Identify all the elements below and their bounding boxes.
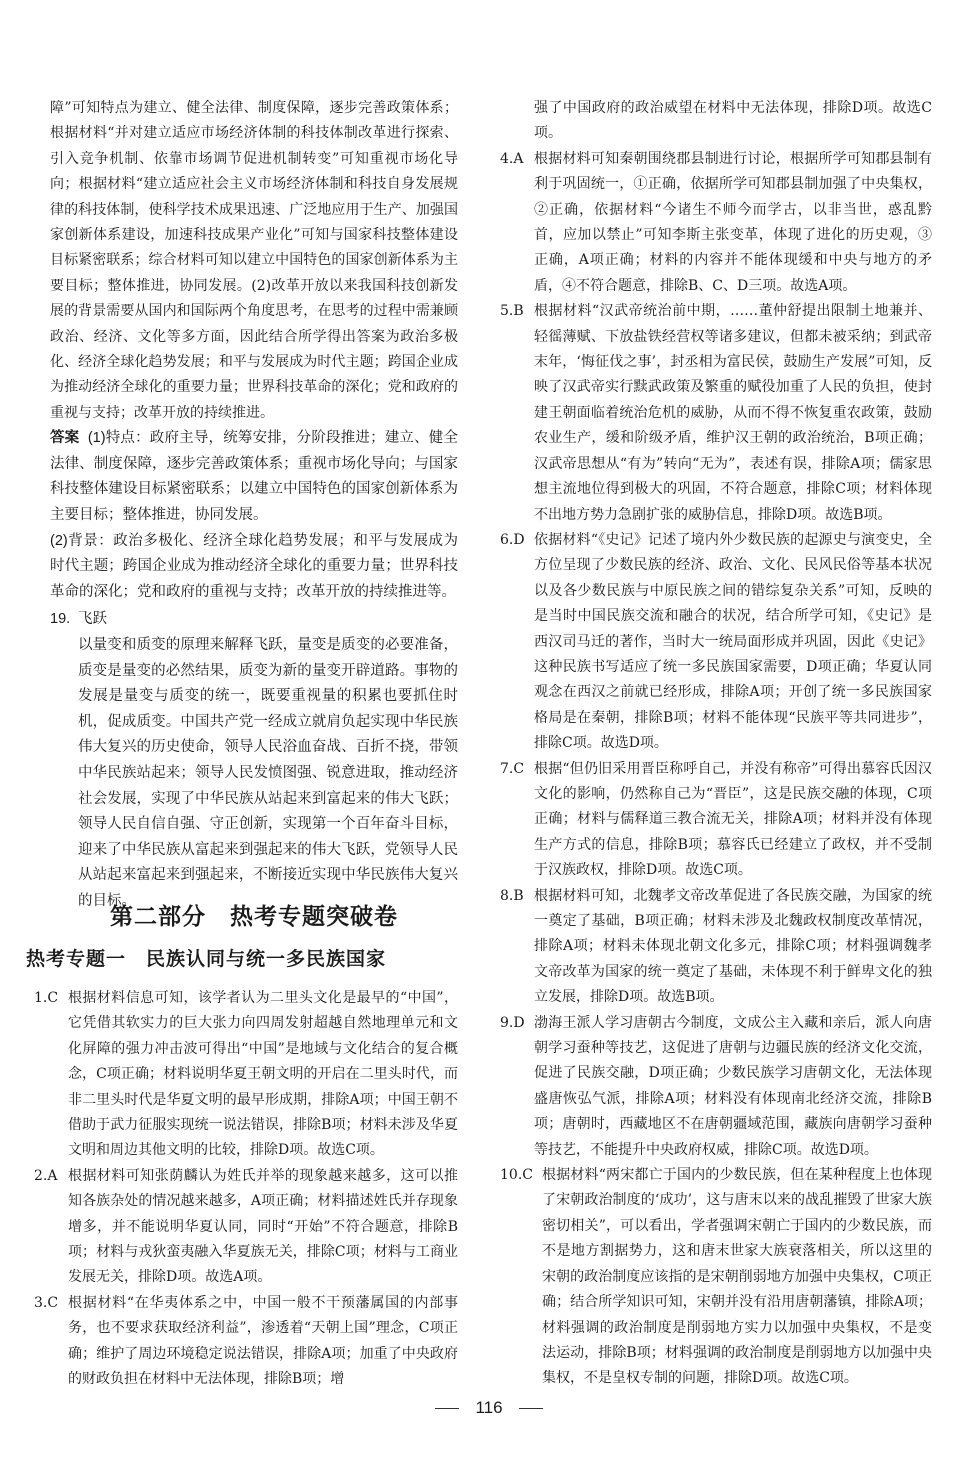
topic-items-left bbox=[34, 986, 458, 1393]
q18-answer bbox=[50, 426, 458, 528]
q18-answer-part1: (1)特点：政府主导，统筹安排，分阶段推进；建立、健全法律、制度保障，逐步完善政策体系；重视市场化导向；与国家科技整体建设目标紧密联系；以建立中国特色的国家创新体系为主要目标；整体推进，协同发展。 bbox=[50, 430, 458, 524]
item-text: 根据材料可知秦朝围绕郡县制进行讨论，根据所学可知郡县制有利于巩固统一，①正确，依据所学可知郡县制加强了中央集权，②正确，依据材料“今诸生不师今而学古，以非当世，惑乱黔首，应加以禁止”可知李斯主张变革，体现了进化的历史观，③正确，A项正确；材料的内容并不能体现缓和中央与地方的矛盾，④不符合题意，排除B、C、D三项。故选A项。 bbox=[534, 150, 932, 294]
list-item bbox=[500, 528, 932, 757]
list-item bbox=[500, 757, 932, 884]
item-text: 根据“但仍旧采用晋臣称呼自己，并没有称帝”可得出慕容氏因汉文化的影响，仍然称自己为“晋臣”，这是民族交融的体现，C项正确；材料与儒释道三教合流无关，排除A项；材料并没有体现生产方式的信息，排除B项；慕容氏已经建立了政权，并不受制于汉族政权，排除D项。故选C项。 bbox=[534, 760, 932, 879]
item-number: 8.B bbox=[500, 887, 524, 904]
item-number: 7.C bbox=[500, 760, 525, 777]
q3-continuation: 强了中国政府的政治威望在材料中无法体现，排除D项。故选C项。 bbox=[534, 100, 932, 142]
footer-dash-left bbox=[435, 1408, 459, 1409]
list-item bbox=[34, 986, 458, 1164]
item-number: 10.C bbox=[500, 1167, 533, 1184]
list-item bbox=[500, 884, 932, 1011]
item-number: 9.D bbox=[500, 1014, 525, 1031]
item-text: 依据材料“《史记》记述了境内外少数民族的起源史与演变史，全方位呈现了少数民族的经济、政治、文化、民风民俗等基本状况以及各少数民族与中原民族之间的错综复杂关系”可知，反映的是当时中国民族交流和融合的状况，结合所学可知，《史记》是西汉司马迁的著作，当时大一统局面形成并巩固，因此《史记》这种民族书写适应了统一多民族国家需要，D项正确；华夏认同观念在西汉之前就已经形成，排除A项；开创了统一多民族国家格局是在秦朝，排除B项；材料不能体现“民族平等共同进步”，排除C项。故选D项。 bbox=[534, 531, 932, 752]
item-number: 2.A bbox=[34, 1167, 58, 1184]
footer-dash-right bbox=[519, 1408, 543, 1409]
left-column bbox=[50, 96, 458, 915]
q18-answer-part2: (2)背景：政治多极化、经济全球化趋势发展；和平与发展成为时代主题；跨国企业成为推动经济全球化的重要力量；世界科技革命的深化；党和政府的重视与支持；改革开放的持续推进等。 bbox=[50, 532, 458, 600]
item-text: 根据材料信息可知，该学者认为二里头文化是最早的“中国”，它凭借其软实力的巨大张力向四周发射超越自然地理单元和文化屏障的强力冲击波可得出“中国”是地域与文化结合的复合概念，C项正确；材料说明华夏王朝文明的开启在二里头时代，而非二里头时代是华夏文明的最早形成期，排除A项；中国王朝不借助于武力征服实现统一说法错误，排除B项；材料未涉及华夏文明和周边其他文明的比较，排除D项。故选C项。 bbox=[68, 990, 458, 1159]
item-text: 根据材料可知张荫麟认为姓氏并举的现象越来越多，这可以推知各族杂处的情况越来越多，A项正确；材料描述姓氏并存现象增多，并不能说明华夏认同，同时“开始”不符合题意，排除B项；材料与戎狄蛮夷融入华夏族无关，排除C项；材料与工商业发展无关，排除D项。故选A项。 bbox=[68, 1167, 458, 1286]
q19-body: 以量变和质变的原理来解释飞跃，量变是质变的必要准备，质变是量变的必然结果，质变为新的量变开辟道路。事物的发展是量变与质变的统一，既要重视量的积累也要抓住时机，促成质变。中国共产党一经成立就肩负起实现中华民族伟大复兴的历史使命，领导人民浴血奋战、百折不挠，带领中华民族站起来；领导人民发愤图强、锐意进取，推动经济社会发展，实现了中华民族从站起来到富起来的伟大飞跃；领导人民自信自强、守正创新，实现第一个百年奋斗目标，迎来了中华民族从富起来到强起来的伟大飞跃，党领导人民从站起来富起来到强起来，不断接近实现中华民族伟大复兴的目标。 bbox=[78, 637, 458, 909]
item-number: 4.A bbox=[500, 150, 524, 167]
item-number: 1.C bbox=[34, 990, 59, 1006]
list-item bbox=[500, 299, 932, 528]
right-column bbox=[500, 96, 932, 1392]
item-text: 根据材料“在华夷体系之中，中国一般不干预藩属国的内部事务，也不要求获取经济利益”，渗透着“天朝上国”理念，C项正确；维护了周边环境稳定说法错误，排除A项；加重了中央政府的财政负担在材料中无法体现，排除B项；增 bbox=[68, 1294, 458, 1388]
page-number-footer bbox=[0, 1398, 978, 1418]
q19-item bbox=[50, 607, 458, 633]
item-text: 根据材料可知，北魏孝文帝改革促进了各民族交融，为国家的统一奠定了基础，B项正确；材料未涉及北魏政权制度改革情况，排除A项；材料未体现北朝文化多元，排除C项；材料强调魏孝文帝改革为国家的统一奠定了基础，未体现不利于鲜卑文化的独立发展，排除D项。故选B项。 bbox=[534, 887, 932, 1006]
q18-explanation: 障”可知特点为建立、健全法律、制度保障，逐步完善政策体系；根据材料“并对建立适应市场经济体制的科技体制改革进行探索、引入竞争机制、依靠市场调节促进机制转变”可知重视市场化导向；根据材料“建立适应社会主义市场经济体制和科技自身发展规律的科技体制，使科学技术成果迅速、广泛地应用于生产、加强国家创新体系建设，加速科技成果产业化”可知与国家科技整体建设目标紧密联系；综合材料可知以建立中国特色的国家创新体系为主要目标；整体推进，协同发展。(2)改革开放以来我国科技创新发展的背景需要从国内和国际两个角度思考，在思考的过程中需兼顾政治、经济、文化等多方面，因此结合所学得出答案为政治多极化、经济全球化趋势发展；和平与发展成为时代主题；跨国企业成为推动经济全球化的重要力量；世界科技革命的深化；党和政府的重视与支持；改革开放的持续推进。 bbox=[50, 100, 458, 421]
answer-label: 答案 bbox=[50, 430, 80, 447]
topic-title: 热考专题一 民族认同与统一多民族国家 bbox=[26, 948, 387, 970]
section-title: 第二部分 热考专题突破卷 bbox=[110, 904, 398, 930]
item-number: 5.B bbox=[500, 303, 524, 320]
list-item bbox=[34, 1291, 458, 1393]
item-number: 3.C bbox=[34, 1294, 59, 1311]
list-item bbox=[500, 1011, 932, 1163]
item-number: 6.D bbox=[500, 531, 525, 548]
list-item bbox=[500, 147, 932, 299]
q19-title: 飞跃 bbox=[78, 611, 107, 628]
page-number: 116 bbox=[475, 1398, 503, 1417]
item-text: 根据材料“汉武帝统治前中期，……董仲舒提出限制土地兼并、轻徭薄赋、下放盐铁经营权等诸多建议，但都未被采纳；到武帝末年，‘悔征伐之事’，封丞相为富民侯，鼓励生产发展”可知，反映了汉武帝实行黩武政策及繁重的赋役加重了人民的负担，使封建王朝面临着统治危机的威胁，从而不得不恢复重农政策，鼓励农业生产，缓和阶级矛盾，维护汉王朝的政治统治，B项正确；汉武帝思想从“有为”转向“无为”，表述有误，排除A项；儒家思想主流地位得到极大的巩固，不符合题意，排除C项；材料体现不出地方势力急剧扩张的威胁信息，排除D项。故选B项。 bbox=[534, 303, 932, 523]
list-item bbox=[500, 1163, 932, 1392]
list-item bbox=[34, 1164, 458, 1291]
item-text: 根据材料“两宋都亡于国内的少数民族，但在某种程度上也体现了宋朝政治制度的‘成功’，这与唐末以来的战乱摧毁了世家大族密切相关”，可以看出，学者强调宋朝亡于国内的少数民族，而不是地方割据势力，这和唐末世家大族衰落相关，所以这里的宋朝的政治制度应该指的是宋朝削弱地方加强中央集权，C项正确；结合所学知识可知，宋朝并没有沿用唐朝藩镇，排除A项；材料强调的政治制度是削弱地方实力以加强中央集权，不是变法运动，排除B项；材料强调的政治制度是削弱地方以加强中央集权，不是皇权专制的问题，排除D项。故选C项。 bbox=[542, 1167, 932, 1387]
item-text: 渤海王派人学习唐朝古今制度，文成公主入藏和亲后，派人向唐朝学习蚕种等技艺，这促进了唐朝与边疆民族的经济文化交流，促进了民族交融，D项正确；少数民族学习唐朝文化，无法体现盛唐恢弘气派，排除A项；材料没有体现南北经济交流，排除B项；唐朝时，西藏地区不在唐朝疆域范围，藏族向唐朝学习蚕种等技艺，不能提升中央政府权威，排除C项。故选D项。 bbox=[534, 1014, 932, 1158]
q19-number: 19. bbox=[50, 611, 71, 628]
